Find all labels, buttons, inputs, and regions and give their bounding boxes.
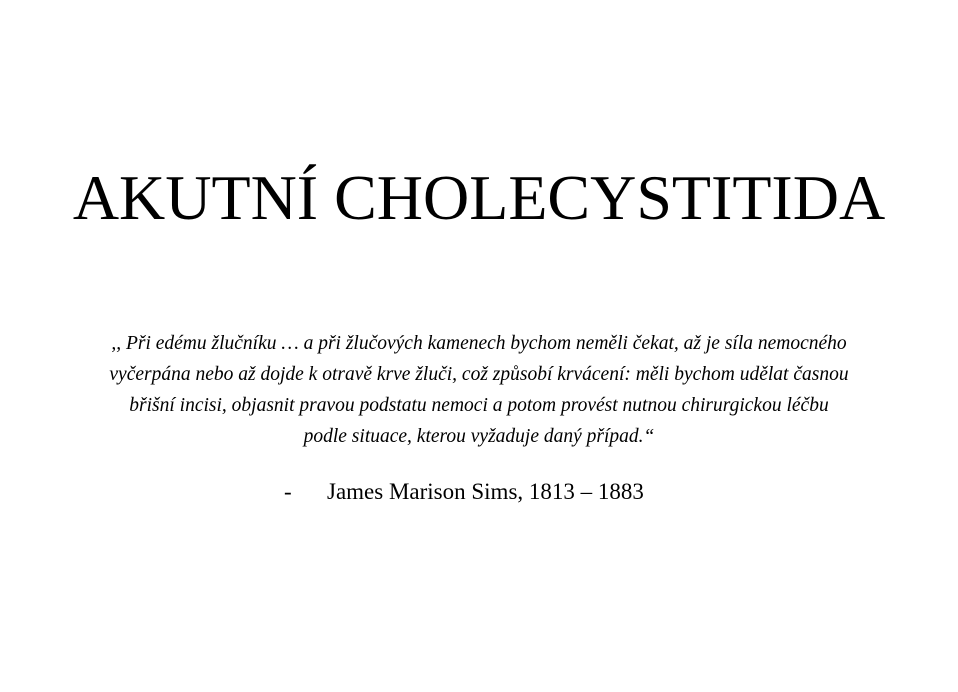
page-title: AKUTNÍ CHOLECYSTITIDA [72,162,886,233]
quote-line-3: břišní incisi, objasnit pravou podstatu nemoci a potom provést nutnou chirurgickou léčbu [129,395,829,416]
quote-line-1: ,, Při edému žlučníku … a při žlučových kamenech bychom neměli čekat, až je síla nemocného [111,333,847,354]
quote-block [28,328,930,452]
quote-line-2: vyčerpána nebo až dojde k otravě krve žluči, což způsobí krvácení: měli bychom udělat časnou [109,364,849,385]
attribution-bullet: - [284,479,292,504]
quote-attribution [284,477,644,507]
attribution-text: James Marison Sims, 1813 – 1883 [327,479,644,504]
quote-line-4: podle situace, kterou vyžaduje daný případ.“ [303,426,655,447]
